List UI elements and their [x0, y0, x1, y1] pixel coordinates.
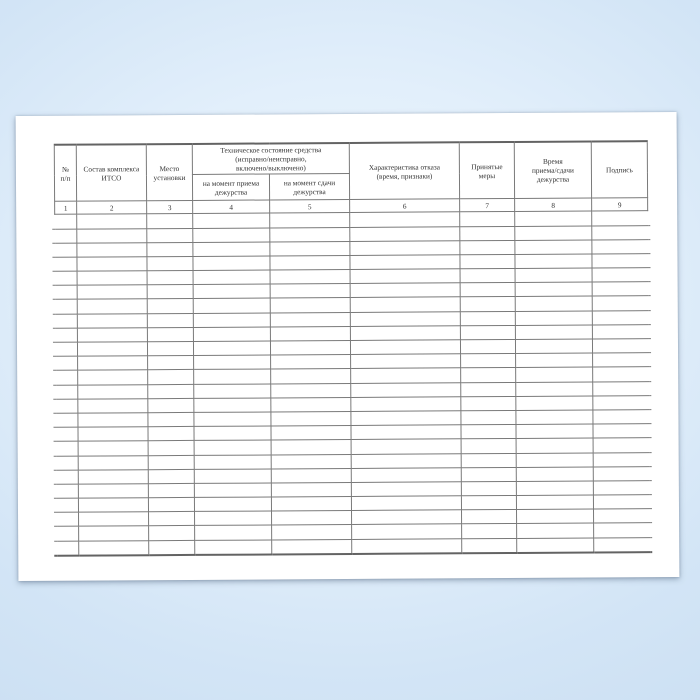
table-cell [77, 242, 147, 257]
table-cell [55, 257, 77, 271]
table-cell [194, 469, 271, 484]
table-cell [593, 353, 649, 368]
table-cell [461, 496, 516, 511]
column-number-cell: 2 [77, 201, 147, 214]
table-cell [193, 298, 270, 313]
table-cell [517, 509, 594, 524]
table-cell [593, 410, 649, 425]
table-cell [593, 395, 649, 410]
column-number-cell: 8 [515, 198, 592, 211]
table-cell [194, 454, 271, 469]
column-number-cell: 1 [55, 201, 77, 214]
header-cell-failure-characteristic: Характеристика отказа (время, признаки) [349, 142, 459, 199]
table-cell [460, 283, 515, 298]
table-cell [147, 242, 193, 256]
table-cell [270, 227, 350, 242]
table-cell [515, 325, 592, 340]
table-cell [79, 512, 149, 527]
table-cell [462, 524, 517, 539]
table-cell [55, 342, 77, 356]
table-cell [272, 525, 352, 540]
table-cell [148, 455, 194, 469]
table-cell [78, 455, 148, 470]
table-cell [193, 270, 270, 285]
table-cell [56, 427, 78, 441]
table-cell [79, 526, 149, 541]
table-cell [461, 467, 516, 482]
table-cell [55, 314, 77, 328]
table-cell [515, 311, 592, 326]
table-cell [55, 214, 77, 228]
table-cell [515, 339, 592, 354]
table-cell [194, 426, 271, 441]
table-cell [194, 497, 271, 512]
table-cell [460, 339, 515, 354]
table-cell [271, 440, 351, 455]
table-cell [77, 342, 147, 357]
table-cell [271, 454, 351, 469]
table-body [55, 211, 650, 556]
table-cell [351, 354, 461, 369]
table-cell [149, 512, 195, 526]
table-cell [351, 482, 461, 497]
table-cell [351, 382, 461, 397]
table-cell [593, 466, 649, 481]
table-cell [351, 453, 461, 468]
table-cell [593, 481, 649, 496]
table-cell [460, 325, 515, 340]
table-cell [78, 356, 148, 371]
table-cell [78, 413, 148, 428]
table-row [57, 537, 650, 555]
header-cell-measures-taken: Принятые меры [459, 142, 514, 199]
table-cell [271, 383, 351, 398]
table-cell [55, 229, 77, 243]
table-cell [57, 541, 79, 556]
table-cell [271, 468, 351, 483]
table-cell [148, 356, 194, 370]
table-cell [147, 256, 193, 270]
table-cell [350, 226, 460, 241]
table-cell [462, 510, 517, 525]
table-cell [351, 411, 461, 426]
table-cell [56, 385, 78, 399]
table-cell [57, 512, 79, 526]
table-cell [350, 340, 460, 355]
table-cell [193, 327, 270, 342]
table-cell [593, 424, 649, 439]
table-cell [350, 212, 460, 227]
table-cell [461, 382, 516, 397]
table-cell [592, 239, 648, 254]
table-cell [592, 339, 648, 354]
table-cell [592, 282, 648, 297]
table-cell [194, 398, 271, 413]
table-cell [592, 324, 648, 339]
table-cell [55, 243, 77, 257]
table-cell [516, 396, 593, 411]
header-cell-signature: Подпись [591, 141, 647, 198]
table-cell [350, 297, 460, 312]
table-cell [78, 370, 148, 385]
table-cell [77, 299, 147, 314]
table-cell [270, 241, 350, 256]
header-row-main [54, 141, 647, 175]
table-cell [56, 371, 78, 385]
header-cell-no: № п/п [54, 145, 76, 202]
table-cell [516, 382, 593, 397]
table-cell [515, 254, 592, 269]
table-cell [516, 438, 593, 453]
table-cell [194, 412, 271, 427]
table-cell [516, 353, 593, 368]
table-cell [594, 537, 650, 552]
table-cell [194, 384, 271, 399]
header-cell-on-acceptance: на момент приема дежурства [192, 174, 269, 200]
table-cell [351, 439, 461, 454]
table-cell [592, 296, 648, 311]
table-cell [272, 539, 352, 554]
table-cell [592, 268, 648, 283]
table-cell [592, 225, 648, 240]
table-cell [56, 441, 78, 455]
table-cell [270, 255, 350, 270]
column-number-cell: 4 [193, 200, 270, 213]
table-cell [593, 438, 649, 453]
table-cell [516, 367, 593, 382]
table-cell [78, 498, 148, 513]
table-cell [79, 540, 149, 555]
table-cell [56, 498, 78, 512]
table-cell [352, 524, 462, 539]
table-cell [271, 482, 351, 497]
header-cell-technical-state-group: Техническое состояние средства (исправно/неисправно, включено/выключено) [192, 143, 349, 175]
table-cell [352, 510, 462, 525]
table-cell [148, 469, 194, 483]
table-cell [193, 341, 270, 356]
table-cell [148, 384, 194, 398]
table-cell [461, 453, 516, 468]
table-cell [147, 313, 193, 327]
header-cell-duty-time: Время приема/сдачи дежурства [514, 142, 591, 199]
table-cell [270, 213, 350, 228]
table-cell [195, 540, 272, 555]
table-cell [462, 538, 517, 553]
column-number-cell: 3 [147, 201, 193, 214]
table-cell [517, 523, 594, 538]
table-cell [516, 453, 593, 468]
header-cell-on-handover: на момент сдачи дежурства [269, 174, 349, 200]
table-cell [517, 538, 594, 553]
table-header [54, 141, 647, 214]
table-cell [148, 412, 194, 426]
table-cell [194, 440, 271, 455]
table-cell [272, 511, 352, 526]
table-cell [592, 254, 648, 269]
table-cell [350, 255, 460, 270]
table-cell [148, 427, 194, 441]
table-cell [515, 240, 592, 255]
table-cell [594, 523, 650, 538]
table-cell [77, 228, 147, 243]
table-cell [350, 241, 460, 256]
table-cell [56, 484, 78, 498]
column-number-cell: 7 [460, 199, 515, 212]
table-cell [194, 483, 271, 498]
table-cell [195, 511, 272, 526]
table-cell [270, 312, 350, 327]
table-cell [516, 410, 593, 425]
table-cell [148, 498, 194, 512]
table-cell [193, 313, 270, 328]
table-cell [271, 411, 351, 426]
table-cell [461, 396, 516, 411]
table-cell [55, 328, 77, 342]
table-cell [148, 370, 194, 384]
table-cell [55, 300, 77, 314]
table-cell [460, 297, 515, 312]
table-cell [460, 240, 515, 255]
table-cell [515, 268, 592, 283]
table-cell [149, 526, 195, 540]
table-cell [77, 214, 147, 229]
table-cell [193, 284, 270, 299]
table-cell [461, 410, 516, 425]
table-cell [271, 397, 351, 412]
table-cell [351, 425, 461, 440]
table-cell [56, 356, 78, 370]
table-cell [77, 313, 147, 328]
table-cell [148, 483, 194, 497]
table-cell [350, 269, 460, 284]
table-cell [593, 452, 649, 467]
table-cell [271, 497, 351, 512]
table-cell [271, 369, 351, 384]
table-cell [351, 368, 461, 383]
table-cell [515, 211, 592, 226]
table-cell [77, 285, 147, 300]
table-cell [78, 398, 148, 413]
table-cell [594, 509, 650, 524]
table-cell [78, 469, 148, 484]
table-cell [350, 283, 460, 298]
table-cell [460, 226, 515, 241]
table-cell [460, 254, 515, 269]
table-cell [271, 355, 351, 370]
table-cell [515, 226, 592, 241]
table-cell [516, 467, 593, 482]
table-cell [57, 527, 79, 541]
table-cell [351, 496, 461, 511]
table-cell [515, 296, 592, 311]
table-cell [147, 299, 193, 313]
table-cell [270, 284, 350, 299]
table-cell [461, 439, 516, 454]
table-cell [194, 369, 271, 384]
table-cell [193, 242, 270, 257]
table-cell [78, 484, 148, 499]
table-cell [149, 540, 195, 555]
table-cell [147, 214, 193, 228]
document-page [16, 112, 680, 581]
table-cell [270, 326, 350, 341]
table-cell [147, 228, 193, 242]
table-cell [460, 212, 515, 227]
table-cell [461, 481, 516, 496]
table-cell [77, 271, 147, 286]
table-cell [515, 282, 592, 297]
table-cell [351, 468, 461, 483]
column-number-cell: 6 [350, 199, 460, 213]
table-cell [56, 470, 78, 484]
table-cell [147, 327, 193, 341]
table-cell [55, 271, 77, 285]
table-cell [78, 384, 148, 399]
table-cell [461, 354, 516, 369]
table-cell [592, 310, 648, 325]
table-cell [270, 298, 350, 313]
table-cell [461, 425, 516, 440]
table-cell [56, 456, 78, 470]
table-cell [460, 269, 515, 284]
column-number-cell: 5 [270, 200, 350, 213]
table-cell [270, 340, 350, 355]
table-cell [460, 311, 515, 326]
table-cell [593, 381, 649, 396]
table-cell [461, 368, 516, 383]
table-cell [193, 227, 270, 242]
table-cell [593, 367, 649, 382]
table-cell [147, 271, 193, 285]
header-cell-composition: Состав комплекса ИТСО [76, 144, 146, 201]
duty-journal-table [54, 140, 651, 556]
header-cell-location: Место установки [146, 144, 192, 201]
table-cell [516, 424, 593, 439]
table-cell [56, 399, 78, 413]
table-cell [593, 495, 649, 510]
table-cell [147, 285, 193, 299]
table-cell [592, 211, 648, 226]
column-number-cell: 9 [592, 198, 648, 211]
table-cell [352, 538, 462, 553]
table-cell [270, 270, 350, 285]
table-cell [350, 326, 460, 341]
table-cell [516, 481, 593, 496]
table-cell [350, 311, 460, 326]
table-cell [78, 427, 148, 442]
table-cell [193, 256, 270, 271]
table-cell [194, 355, 271, 370]
table-cell [78, 441, 148, 456]
table-cell [56, 413, 78, 427]
table-cell [271, 426, 351, 441]
table-cell [148, 441, 194, 455]
table-cell [147, 341, 193, 355]
table-cell [148, 398, 194, 412]
table-cell [55, 285, 77, 299]
table-cell [77, 328, 147, 343]
table-cell [195, 525, 272, 540]
table-cell [351, 397, 461, 412]
table-cell [193, 213, 270, 228]
table-cell [516, 495, 593, 510]
table-cell [77, 257, 147, 272]
